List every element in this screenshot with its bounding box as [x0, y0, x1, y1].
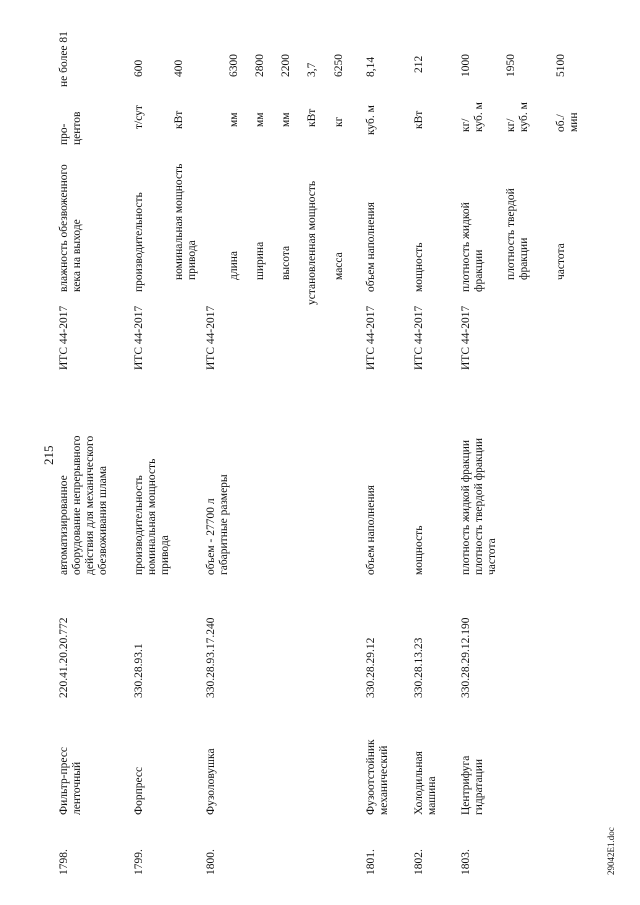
param-value: 3,7	[306, 62, 318, 77]
row-number: 1802.	[413, 849, 425, 875]
param-unit: об./ мин	[555, 112, 580, 132]
row-number: 1800.	[205, 849, 217, 875]
param-unit: кг	[333, 116, 345, 127]
equipment-name: Фильтр-пресс ленточный	[58, 746, 83, 815]
equipment-name: Холодильная машина	[413, 751, 438, 815]
equipment-name: Фузоловушка	[205, 748, 217, 815]
param-name: плотность твердой фракции	[505, 188, 530, 280]
footer-filename: 29042E1.doc	[606, 827, 616, 875]
param-name: производительность	[133, 192, 145, 292]
page-number: 215	[41, 445, 56, 465]
row-number: 1799.	[133, 849, 145, 875]
param-unit: про- центов	[58, 111, 83, 145]
its-reference: ИТС 44-2017	[413, 305, 425, 370]
equipment-description: плотность жидкой фракции плотность твердой фракции частота	[460, 437, 498, 575]
its-reference: ИТС 44-2017	[58, 305, 70, 370]
row-number: 1801.	[365, 849, 377, 875]
param-unit: кг/ куб. м	[460, 102, 485, 132]
param-unit: кВт	[413, 110, 425, 129]
okpd-code: 330.28.93.1	[133, 643, 145, 698]
param-name: масса	[333, 252, 345, 280]
param-value: 8,14	[365, 56, 377, 77]
param-value: 2800	[254, 54, 266, 77]
param-name: номинальная мощность привода	[173, 163, 198, 280]
param-name: частота	[555, 243, 567, 280]
param-value: 212	[413, 55, 425, 73]
param-value: 1950	[505, 54, 517, 77]
equipment-description: автоматизированное оборудование непрерывного действия для механического обезвоживания шлама	[58, 435, 109, 575]
param-name: высота	[280, 245, 292, 280]
equipment-description: объем - 27700 л габаритные размеры	[205, 474, 230, 575]
param-unit: мм	[228, 112, 240, 127]
param-value: 5100	[555, 54, 567, 77]
param-name: длина	[228, 250, 240, 280]
equipment-description: производительность номинальная мощность привода	[133, 458, 171, 575]
param-unit: т/сут	[133, 105, 145, 129]
param-unit: кВт	[173, 110, 185, 129]
param-value: 2200	[280, 54, 292, 77]
param-value: 600	[133, 59, 145, 77]
param-name: ширина	[254, 241, 266, 280]
param-value: не более 81	[58, 31, 70, 87]
okpd-code: 330.28.29.12.190	[460, 617, 472, 698]
equipment-name: Фузоотстойник механический	[365, 739, 390, 815]
param-unit: куб. м	[365, 105, 377, 135]
param-value: 6300	[228, 54, 240, 77]
param-name: плотность жидкой фракции	[460, 202, 485, 292]
equipment-description: объем наполнения	[365, 485, 377, 575]
param-unit: кг/ куб. м	[505, 102, 530, 132]
okpd-code: 330.28.29.12	[365, 637, 377, 698]
row-number: 1798.	[58, 849, 70, 875]
okpd-code: 330.28.93.17.240	[205, 617, 217, 698]
okpd-code: 330.28.13.23	[413, 637, 425, 698]
row-number: 1803.	[460, 849, 472, 875]
equipment-description: мощность	[413, 525, 425, 575]
param-name: установленная мощность	[306, 180, 318, 305]
param-value: 400	[173, 59, 185, 77]
param-name: объем наполнения	[365, 202, 377, 292]
param-name: влажность обезвоженного кека на выходе	[58, 164, 83, 292]
equipment-name: Центрифуга гидратации	[460, 755, 485, 815]
param-unit: кВт	[306, 108, 318, 127]
param-value: 6250	[333, 54, 345, 77]
its-reference: ИТС 44-2017	[205, 305, 217, 370]
equipment-name: Форпресс	[133, 766, 145, 815]
its-reference: ИТС 44-2017	[133, 305, 145, 370]
its-reference: ИТС 44-2017	[460, 305, 472, 370]
param-value: 1000	[460, 54, 472, 77]
param-unit: мм	[280, 112, 292, 127]
param-name: мощность	[413, 242, 425, 292]
its-reference: ИТС 44-2017	[365, 305, 377, 370]
okpd-code: 220.41.20.20.772	[58, 617, 70, 698]
param-unit: мм	[254, 112, 266, 127]
